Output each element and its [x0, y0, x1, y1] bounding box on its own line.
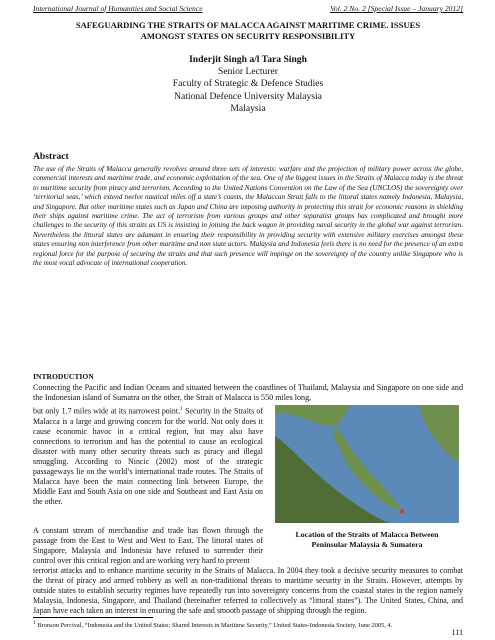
author-name: Inderjit Singh a/l Tara Singh	[189, 54, 307, 65]
running-header	[33, 4, 463, 13]
title-line-2: AMONGST STATES ON SECURITY RESPONSIBILITY	[140, 31, 356, 41]
singapore-marker	[400, 509, 404, 513]
footnote-text: Bronson Percival, “Indonesia and the United States: Shared Interests in Maritime Security,” United States-Indonesia Society, June 2005, 4.	[35, 622, 393, 630]
intro-text-b: Security in the Straits of Malacca is a large and growing concern for the world. Not only does it cause economic havoc in a critical region, but may also have connections to terrorism and has the potential to cause an ecological disaster with many other security threats such as piracy and illegal smuggling. According to Nincic (2002) most of the strategic passageways lie on the world’s international trade routes. The Straits of Malacca have been the main connecting link between Europe, the Middle East and South Asia on one side and Southeast and East Asia on the other.	[33, 406, 263, 506]
author-position: Senior Lecturer	[218, 66, 278, 78]
author-university: National Defence University Malaysia	[174, 90, 322, 102]
intro-text-a: but only 1.7 miles wide at its narrowest point.	[33, 406, 181, 416]
caption-line-1: Location of the Straits of Malacca Between	[295, 530, 439, 539]
introduction-heading: INTRODUCTION	[33, 372, 94, 381]
intro-paragraph-2-fullwidth: terrorist attacks and to enhance maritime security in the Straits of Malacca. In 2004 they took a decisive security measures to combat the threat of piracy and armed robbery as well as non-traditional threats to maritime security in the Straits. However, attempts by outside states to establish security regimes have repeatedly run into sovereignty concerns from the coastal states in the region namely Malaysia, Indonesia, Singapore, and Thailand (hereinafter referred to collectively as “littoral states”). The United States, China, and Japan have each taken an interest in ensuring the safe and smooth passage of shipping through the region.	[33, 566, 463, 615]
author-country: Malaysia	[230, 102, 266, 114]
paper-title	[33, 20, 463, 42]
author-faculty: Faculty of Strategic & Defence Studies	[172, 78, 324, 90]
journal-name: International Journal of Humanities and Social Science	[33, 4, 203, 13]
title-line-1: SAFEGUARDING THE STRAITS OF MALACCA AGAINST MARITIME CRIME. ISSUES	[75, 20, 421, 30]
footnote-marker: 1	[33, 620, 36, 626]
strait-map-figure	[272, 405, 462, 523]
abstract-text: The use of the Straits of Malacca generally revolves around three sets of interests: warfare and the projection of military power across the globe, commercial interests and maritime trade, and economic exploitation of the sea. One of the biggest issues in the Straits of Malacca today is the threat to maritime security from piracy and terrorism. According to the United Nations Convention on the Law of the Sea (UNCLOS) the sovereignty over ‘territorial seas,’ which extend twelve nautical miles off a state’s coasts, the Malaccan Strait falls to the littoral states namely Indonesia, Malaysia, and Singapore. But other maritime states such as Japan and China are imposing authority in protecting this strait for economic reasons in shielding their ships against maritime crime. The act of terrorism from various groups and other separatist groups has complicated and brought more challenges to the security of this straits as US is insisting in joining the back wagon in providing naval security in the global war against terrorism. Nevertheless the littoral states are adamant in ensuring their responsibility in providing security with extensive military exercises amongst these states ensuring non interference from other maritime and non state actors. Malaysia and Indonesia feels there is no need for the presence of an extra regional force for the purpose of securing the straits and that such presence will impinge on the sovereignty of the country unlike Singapore who is the most vocal advocate of international cooperation.	[33, 165, 463, 268]
intro-paragraph-1-fullwidth: Connecting the Pacific and Indian Oceans and situated between the coastlines of Thailand, Malaysia and Singapore on one side and the Indonesian island of Sumatra on the other, the Strait of Malacca is 550 miles long,	[33, 383, 463, 403]
footnote	[33, 619, 413, 630]
intro-paragraph-1-column	[33, 404, 263, 507]
figure-caption	[272, 530, 462, 549]
footnote-rule	[33, 617, 153, 618]
footnote-ref: 1	[180, 406, 183, 412]
caption-line-2: Peninsular Malaysia & Sumatera	[311, 539, 423, 549]
abstract-heading: Abstract	[33, 151, 69, 162]
author-block	[33, 54, 463, 115]
page-number: 111	[451, 628, 463, 637]
intro-paragraph-2-column: A constant stream of merchandise and trade has flown through the passage from the East to West and West to East. The littoral states of Singapore, Malaysia and Indonesia have refused to surrender their control over this critical region and are working very hard to prevent	[33, 526, 263, 565]
issue-info: Vol. 2 No. 2 [Special Issue – January 2012]	[330, 4, 463, 13]
